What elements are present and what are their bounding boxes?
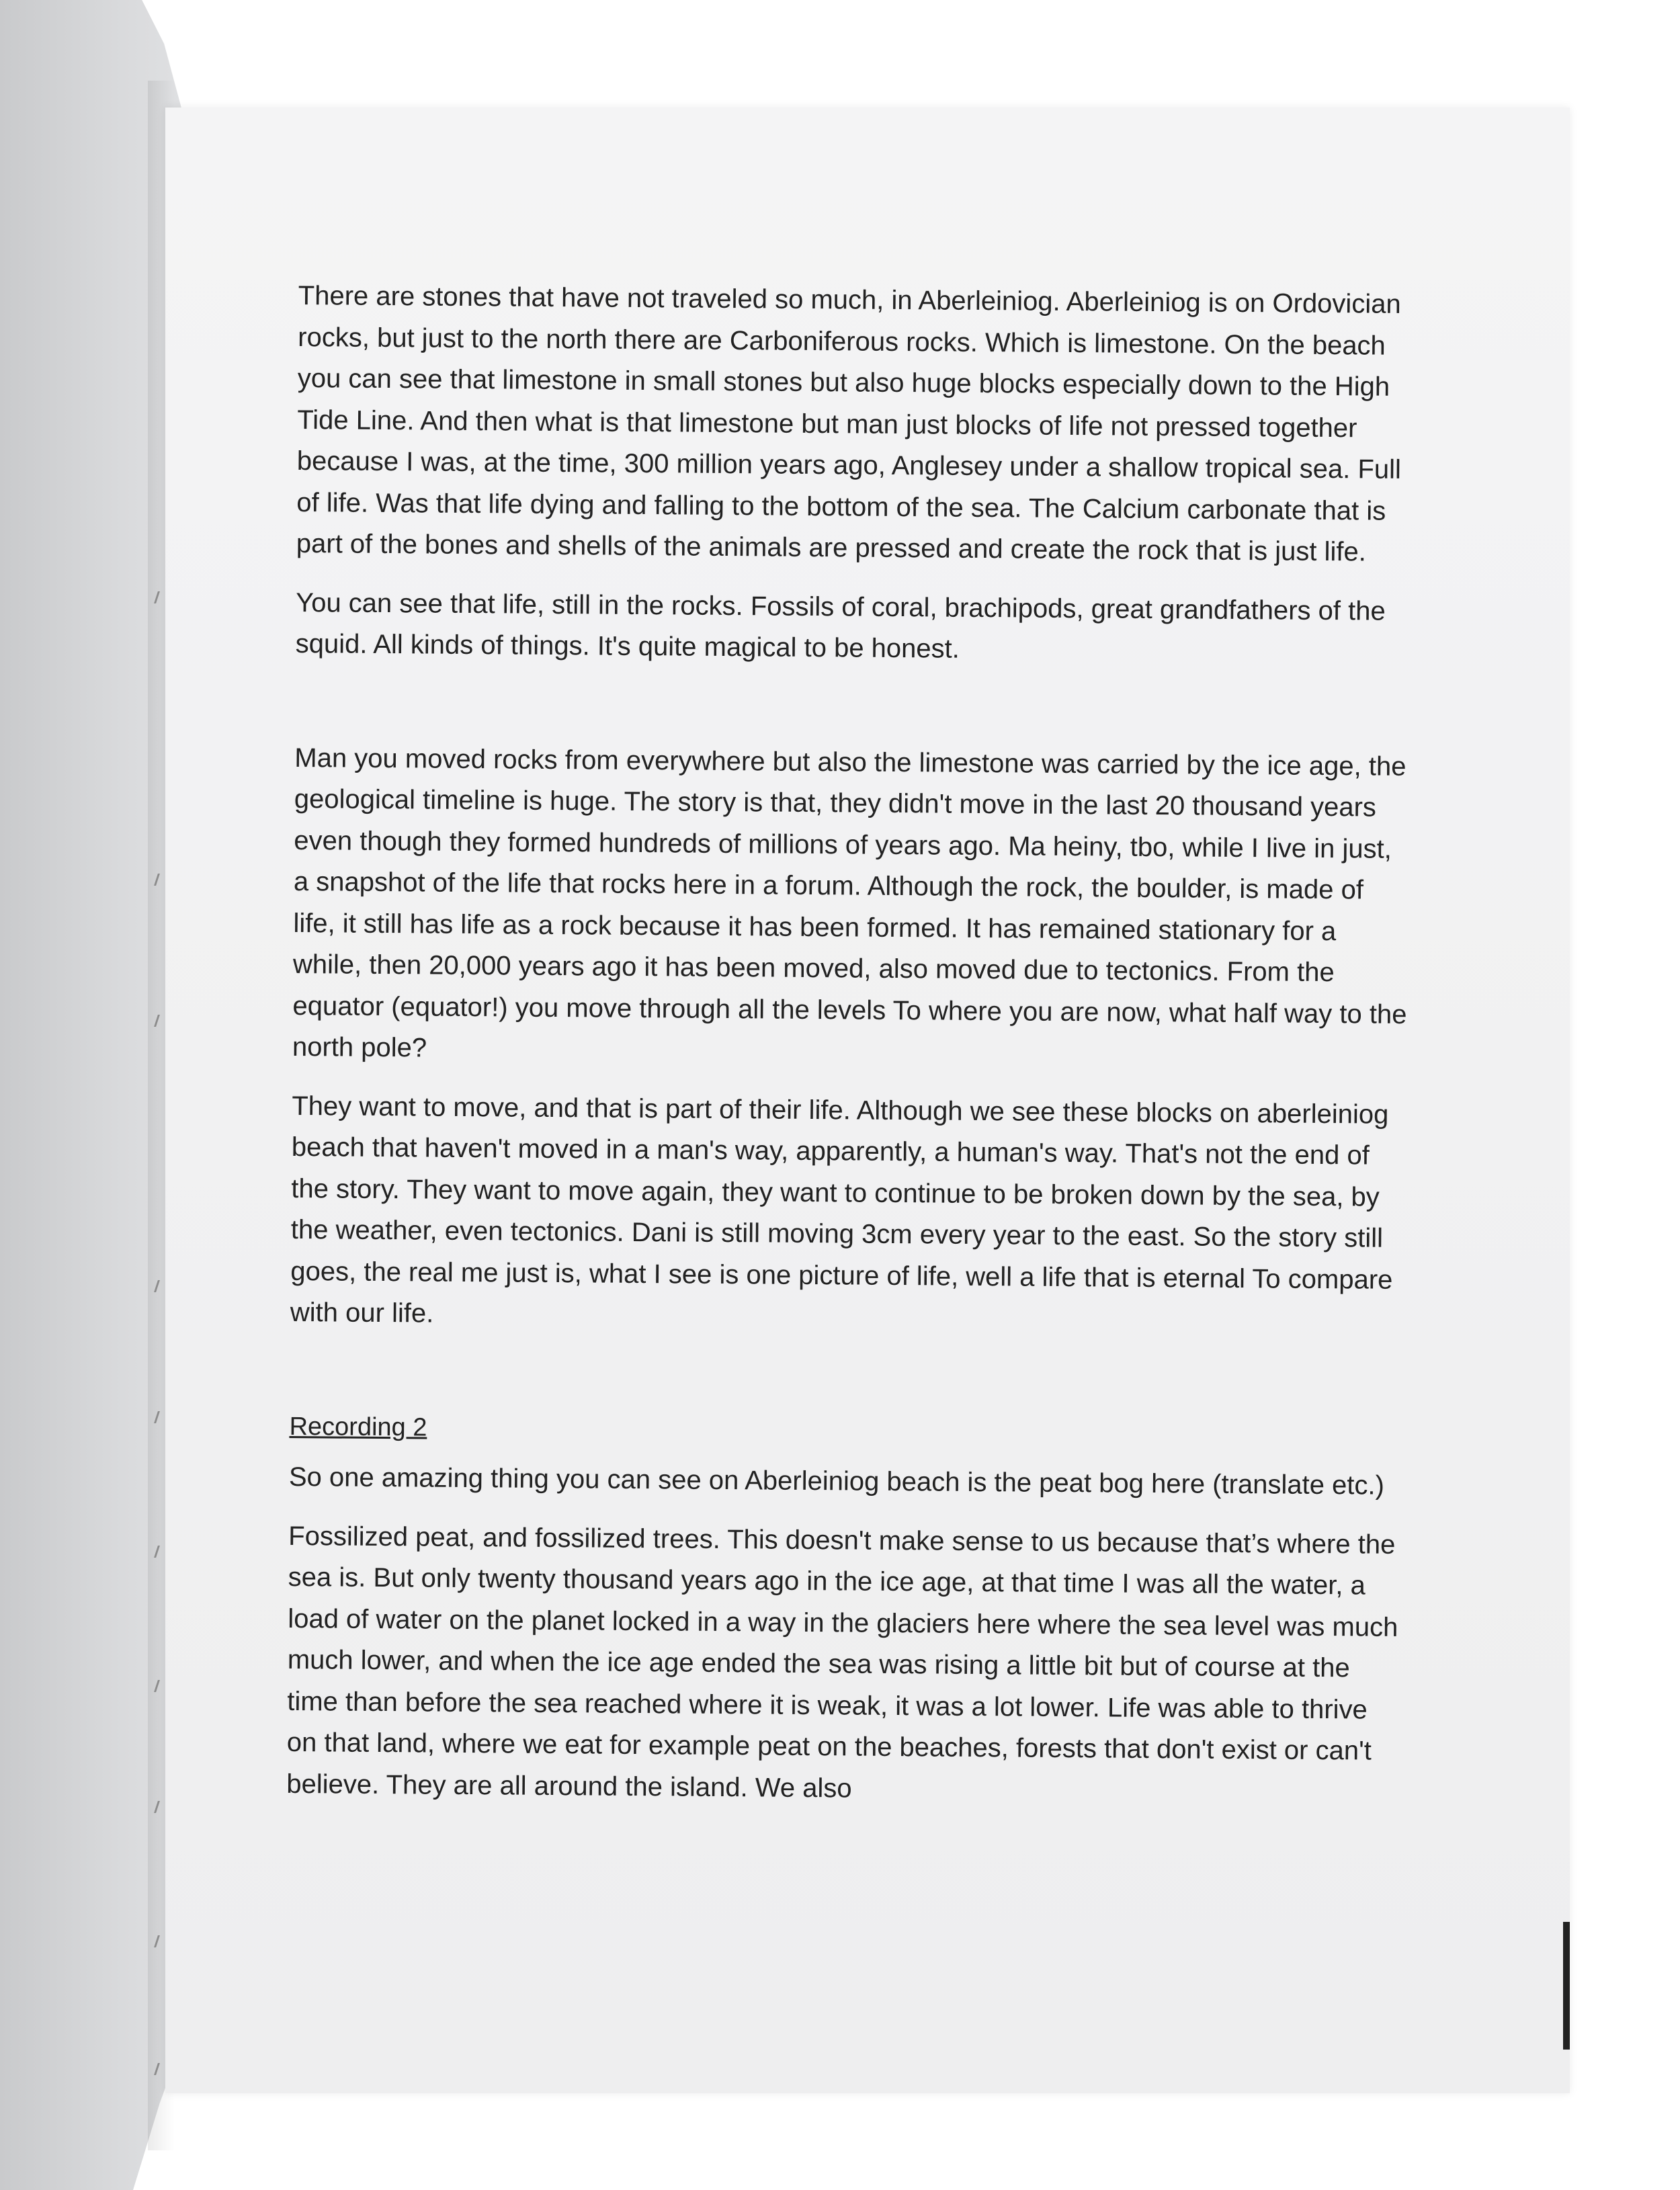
paragraph-peat-bog: So one amazing thing you can see on Aberleiniog beach is the peat bog here (translate etc.) [288,1462,1385,1501]
paragraph-fossilized-peat: Fossilized peat, and fossilized trees. This doesn't make sense to us because that’s where the sea is. But only twenty thousand years ago in the ice age, at that time I was all the water, a load of water on the planet locked in a way in the glaciers here where the sea level was much much lower, and when the ice age ended the sea was rising a little bit but of course at the time than before the sea reached where it is weak, it was a lot lower. Life was able to thrive on that land, where we eat for example peat on the beaches, forests that don't exist or can't believe. They are all around the island. We also [286,1521,1398,1804]
page-text [286,276,1414,1814]
recording-heading: Recording 2 [289,1412,427,1442]
paragraph-moved-rocks: Man you moved rocks from everywhere but also the limestone was carried by the ice age, the geological timeline is huge. The story is that, they didn't move in the last 20 thousand years even though they formed hundreds of millions of years ago. Ma heiny, tbo, while I live in just, a snapshot of the life that rocks here in a forum. Although the rock, the boulder, is made of life, it still has life as a rock because it has been formed. It has remained stationary for a while, then 20,000 years ago it has been moved, also moved due to tectonics. From the equator (equator!) you move through all the levels To where you are now, what half way to the north pole? [292,743,1407,1063]
paragraph-limestone: There are stones that have not traveled so much, in Aberleiniog. Aberleiniog is on Ordovician rocks, but just to the north there are Carboniferous rocks. Which is limestone. On the beach you can see that limestone in small stones but also huge blocks especially down to the High Tide Line. And then what is that limestone but man just blocks of life not pressed together because I was, at the time, 300 million years ago, Anglesey under a shallow tropical sea. Full of life. Was that life dying and falling to the bottom of the sea. The Calcium carbonate that is part of the bones and shells of the animals are pressed and create the rock that is just life. [296,280,1402,567]
paragraph-fossils: You can see that life, still in the rocks. Fossils of coral, brachipods, great grandfathers of the squid. All kinds of things. It's quite magical to be honest. [295,587,1386,664]
page-edge-shadow [1563,1922,1570,2050]
paragraph-want-to-move: They want to move, and that is part of their life. Although we see these blocks on aberleiniog beach that haven't moved in a man's way, apparently, a human's way. That's not the end of the story. They want to move again, they want to continue to be broken down by the sea, by the weather, even tectonics. Dani is still moving 3cm every year to the east. So the story still goes, the real me just is, what I see is one picture of life, well a life that is eternal To compare with our life. [290,1091,1393,1329]
